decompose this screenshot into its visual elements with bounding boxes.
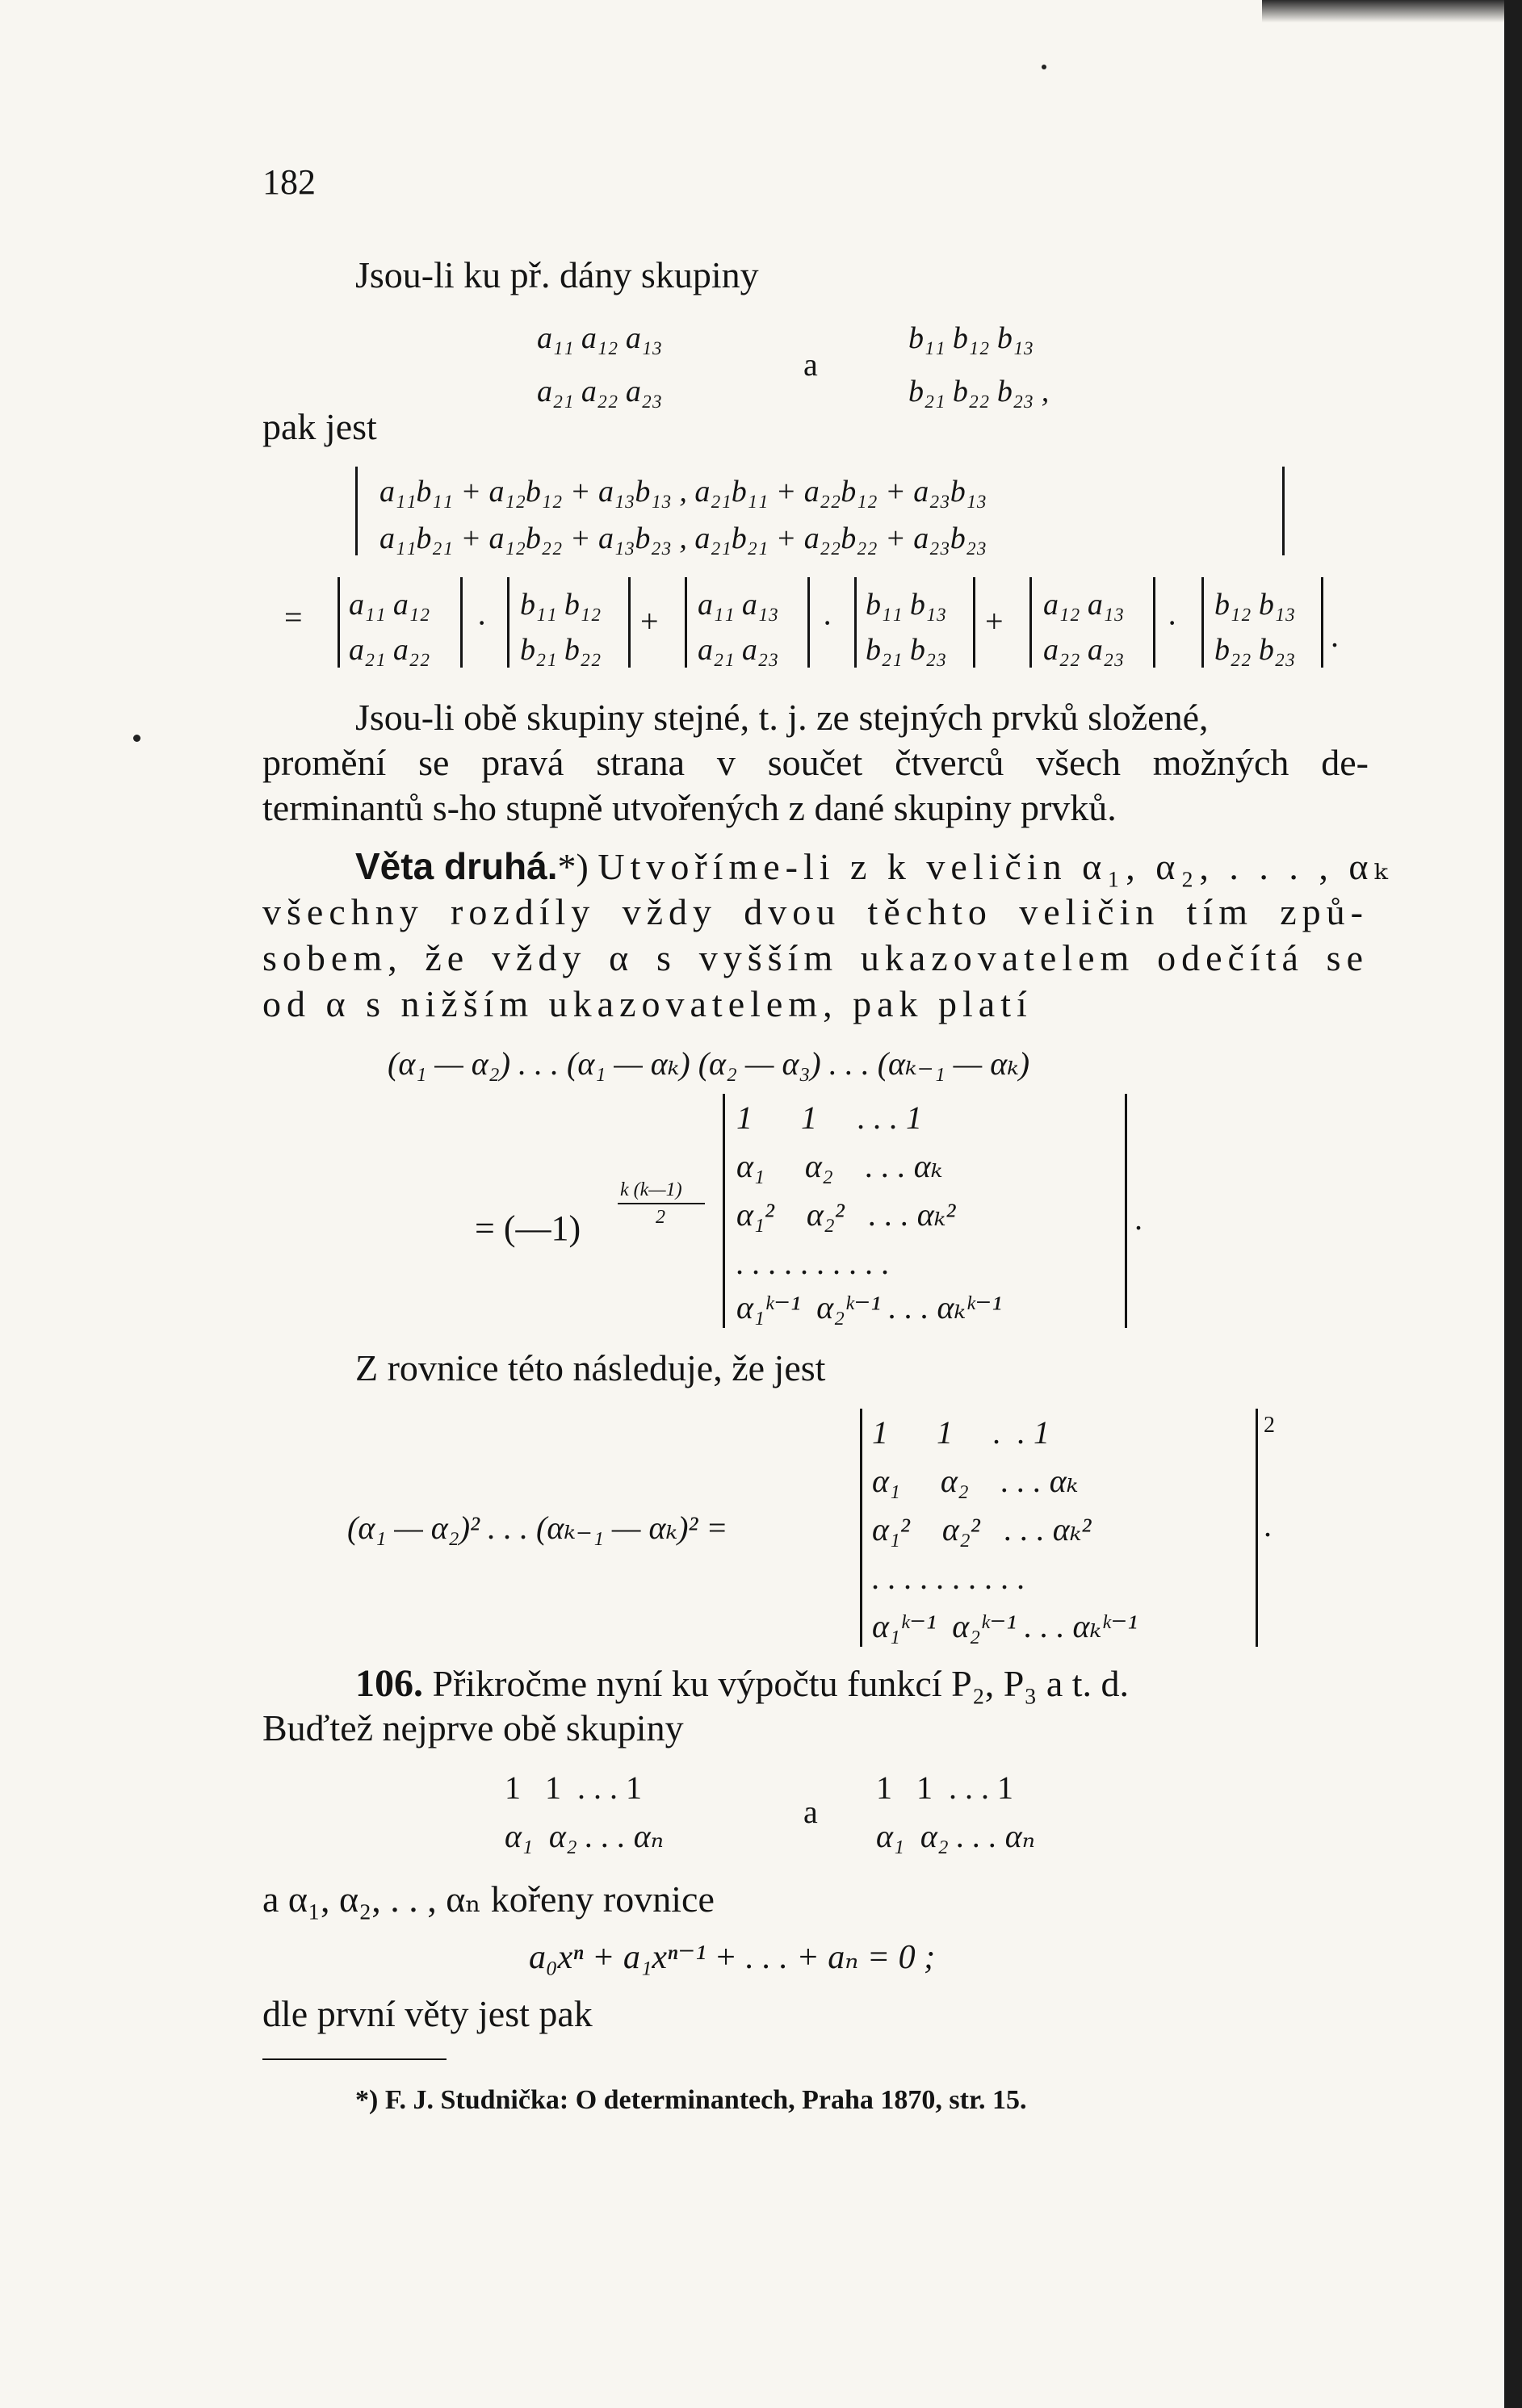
set2-row2: α₁ α₂ . . . αₙ bbox=[876, 1818, 1036, 1854]
conjunction: a bbox=[803, 346, 818, 383]
det-bar bbox=[338, 577, 340, 668]
det-bar bbox=[854, 577, 857, 668]
det-bar bbox=[1153, 577, 1155, 668]
text-line: od α s nižším ukazovatelem, pak platí bbox=[262, 983, 1033, 1024]
det-row: a₂₂ a₂₃ bbox=[1043, 633, 1125, 667]
set1-row2: α₁ α₂ . . . αₙ bbox=[505, 1818, 665, 1854]
det-bar bbox=[1282, 467, 1285, 555]
det-row: a₁₁ a₁₃ bbox=[698, 588, 779, 622]
det-row: b₂₂ b₂₃ bbox=[1214, 633, 1296, 667]
sign-factor: = (—1) bbox=[475, 1208, 581, 1248]
section-number: 106. bbox=[355, 1662, 423, 1705]
vandermonde-row: α₁ᵏ⁻¹ α₂ᵏ⁻¹ . . . αₖᵏ⁻¹ bbox=[872, 1608, 1138, 1644]
conjunction: a bbox=[803, 1794, 818, 1830]
det-bar bbox=[860, 1409, 862, 1647]
page-number: 182 bbox=[262, 162, 316, 202]
period: . bbox=[1264, 1507, 1272, 1543]
theorem-heading bbox=[355, 845, 1394, 887]
set1-row1: 1 1 . . . 1 bbox=[505, 1769, 642, 1806]
vandermonde-row: 1 1 . . 1 bbox=[872, 1414, 1050, 1451]
big-det-row1: a₁₁b₁₁ + a₁₂b₁₂ + a₁₃b₁₃ , a₂₁b₁₁ + a₂₂b₁₂ + a₂₃b₁₃ bbox=[379, 475, 987, 509]
det-bar bbox=[1256, 1409, 1258, 1647]
det-bar bbox=[355, 467, 358, 555]
vandermonde-row: α₁ α₂ . . . αₖ bbox=[872, 1463, 1079, 1499]
plus: + bbox=[640, 603, 659, 639]
text-line: promění se pravá strana v součet čtverců všech možných de- bbox=[262, 742, 1369, 783]
set2-row1: 1 1 . . . 1 bbox=[876, 1769, 1013, 1806]
det-bar bbox=[1321, 577, 1323, 668]
det-row: b₁₁ b₁₂ bbox=[520, 588, 602, 622]
det-bar bbox=[628, 577, 631, 668]
exponent-denominator: 2 bbox=[656, 1207, 665, 1228]
det-row: b₂₁ b₂₂ bbox=[520, 633, 602, 667]
speck bbox=[1042, 65, 1046, 69]
text-line: Utvoříme-li z k veličin α₁, α₂, . . . , αₖ bbox=[597, 846, 1394, 887]
vandermonde-row: α₁ᵏ⁻¹ α₂ᵏ⁻¹ . . . αₖᵏ⁻¹ bbox=[736, 1289, 1002, 1325]
dot: · bbox=[1167, 605, 1178, 641]
det-row: a₂₁ a₂₃ bbox=[698, 633, 779, 667]
det-bar bbox=[507, 577, 509, 668]
text-fragment: Přikročme nyní ku výpočtu funkcí P₂, P₃ a t. d. bbox=[432, 1663, 1130, 1704]
speck bbox=[133, 735, 140, 742]
theorem-label: Věta druhá. bbox=[355, 845, 558, 887]
plus: + bbox=[985, 603, 1004, 639]
det-bar bbox=[460, 577, 463, 668]
footnote-rule bbox=[262, 2058, 447, 2060]
text-line: pak jest bbox=[262, 406, 377, 447]
vandermonde-row: . . . . . . . . . . bbox=[736, 1245, 890, 1281]
det-bar bbox=[1029, 577, 1032, 668]
vandermonde-row: α₁² α₂² . . . αₖ² bbox=[872, 1511, 1092, 1547]
text-line: všechny rozdíly vždy dvou těchto veličin tím způ- bbox=[262, 891, 1369, 932]
group2-row1: b₁₁ b₁₂ b₁₃ bbox=[908, 321, 1034, 355]
group2-row2: b₂₁ b₂₂ b₂₃ , bbox=[908, 375, 1050, 408]
det-row: a₁₁ a₁₂ bbox=[349, 588, 430, 622]
det-bar bbox=[807, 577, 810, 668]
det-row: a₁₂ a₁₃ bbox=[1043, 588, 1125, 622]
footnote: *) F. J. Studnička: O determinantech, Praha 1870, str. 15. bbox=[355, 2085, 1027, 2115]
det-bar bbox=[973, 577, 975, 668]
group1-row2: a₂₁ a₂₂ a₂₃ bbox=[537, 375, 663, 408]
det-bar bbox=[723, 1094, 725, 1328]
exponent-numerator: k (k—1) bbox=[620, 1179, 682, 1200]
text-line: Z rovnice této následuje, že jest bbox=[355, 1347, 826, 1388]
text-line: dle první věty jest pak bbox=[262, 1993, 593, 2034]
det-bar bbox=[1125, 1094, 1127, 1328]
text-line: Jsou-li ku př. dány skupiny bbox=[355, 254, 759, 295]
squared-product: (α₁ — α₂)² . . . (αₖ₋₁ — αₖ)² = bbox=[347, 1510, 728, 1546]
vandermonde-row: α₁² α₂² . . . αₖ² bbox=[736, 1196, 956, 1233]
group1-row1: a₁₁ a₁₂ a₁₃ bbox=[537, 321, 663, 355]
period: . bbox=[1331, 618, 1339, 654]
det-row: a₂₁ a₂₂ bbox=[349, 633, 430, 667]
vandermonde-row: . . . . . . . . . . bbox=[872, 1560, 1025, 1596]
vandermonde-row: α₁ α₂ . . . αₖ bbox=[736, 1148, 943, 1184]
text-line: Buďtež nejprve obě skupiny bbox=[262, 1707, 684, 1748]
scan-edge bbox=[1504, 0, 1522, 2408]
det-row: b₁₁ b₁₃ bbox=[866, 588, 947, 622]
polynomial-equation: a₀xⁿ + a₁xⁿ⁻¹ + . . . + aₙ = 0 ; bbox=[529, 1939, 936, 1976]
det-row: b₂₁ b₂₃ bbox=[866, 633, 947, 667]
period: . bbox=[1134, 1200, 1143, 1237]
footnote-mark: *) bbox=[557, 846, 589, 887]
text-line: sobem, že vždy α s vyšším ukazovatelem odečítá se bbox=[262, 937, 1369, 978]
det-row: b₁₂ b₁₃ bbox=[1214, 588, 1296, 622]
section-106-line bbox=[355, 1662, 1130, 1705]
dot: · bbox=[822, 605, 833, 641]
det-bar bbox=[1201, 577, 1204, 668]
fraction-bar bbox=[618, 1203, 705, 1204]
equals: = bbox=[284, 599, 303, 635]
scan-shadow bbox=[1262, 0, 1504, 23]
text-line: a α₁, α₂, . . , αₙ kořeny rovnice bbox=[262, 1878, 715, 1920]
product-formula: (α₁ — α₂) . . . (α₁ — αₖ) (α₂ — α₃) . . . (αₖ₋₁ — αₖ) bbox=[388, 1045, 1030, 1082]
text-line: terminantů s-ho stupně utvořených z dané skupiny prvků. bbox=[262, 787, 1117, 828]
det-bar bbox=[685, 577, 687, 668]
dot: · bbox=[476, 605, 488, 641]
text-line: Jsou-li obě skupiny stejné, t. j. ze stejných prvků složené, bbox=[355, 697, 1209, 738]
vandermonde-row: 1 1 . . . 1 bbox=[736, 1099, 922, 1136]
big-det-row2: a₁₁b₂₁ + a₁₂b₂₂ + a₁₃b₂₃ , a₂₁b₂₁ + a₂₂b₂₂ + a₂₃b₂₃ bbox=[379, 521, 987, 555]
square-exponent: 2 bbox=[1264, 1413, 1275, 1438]
